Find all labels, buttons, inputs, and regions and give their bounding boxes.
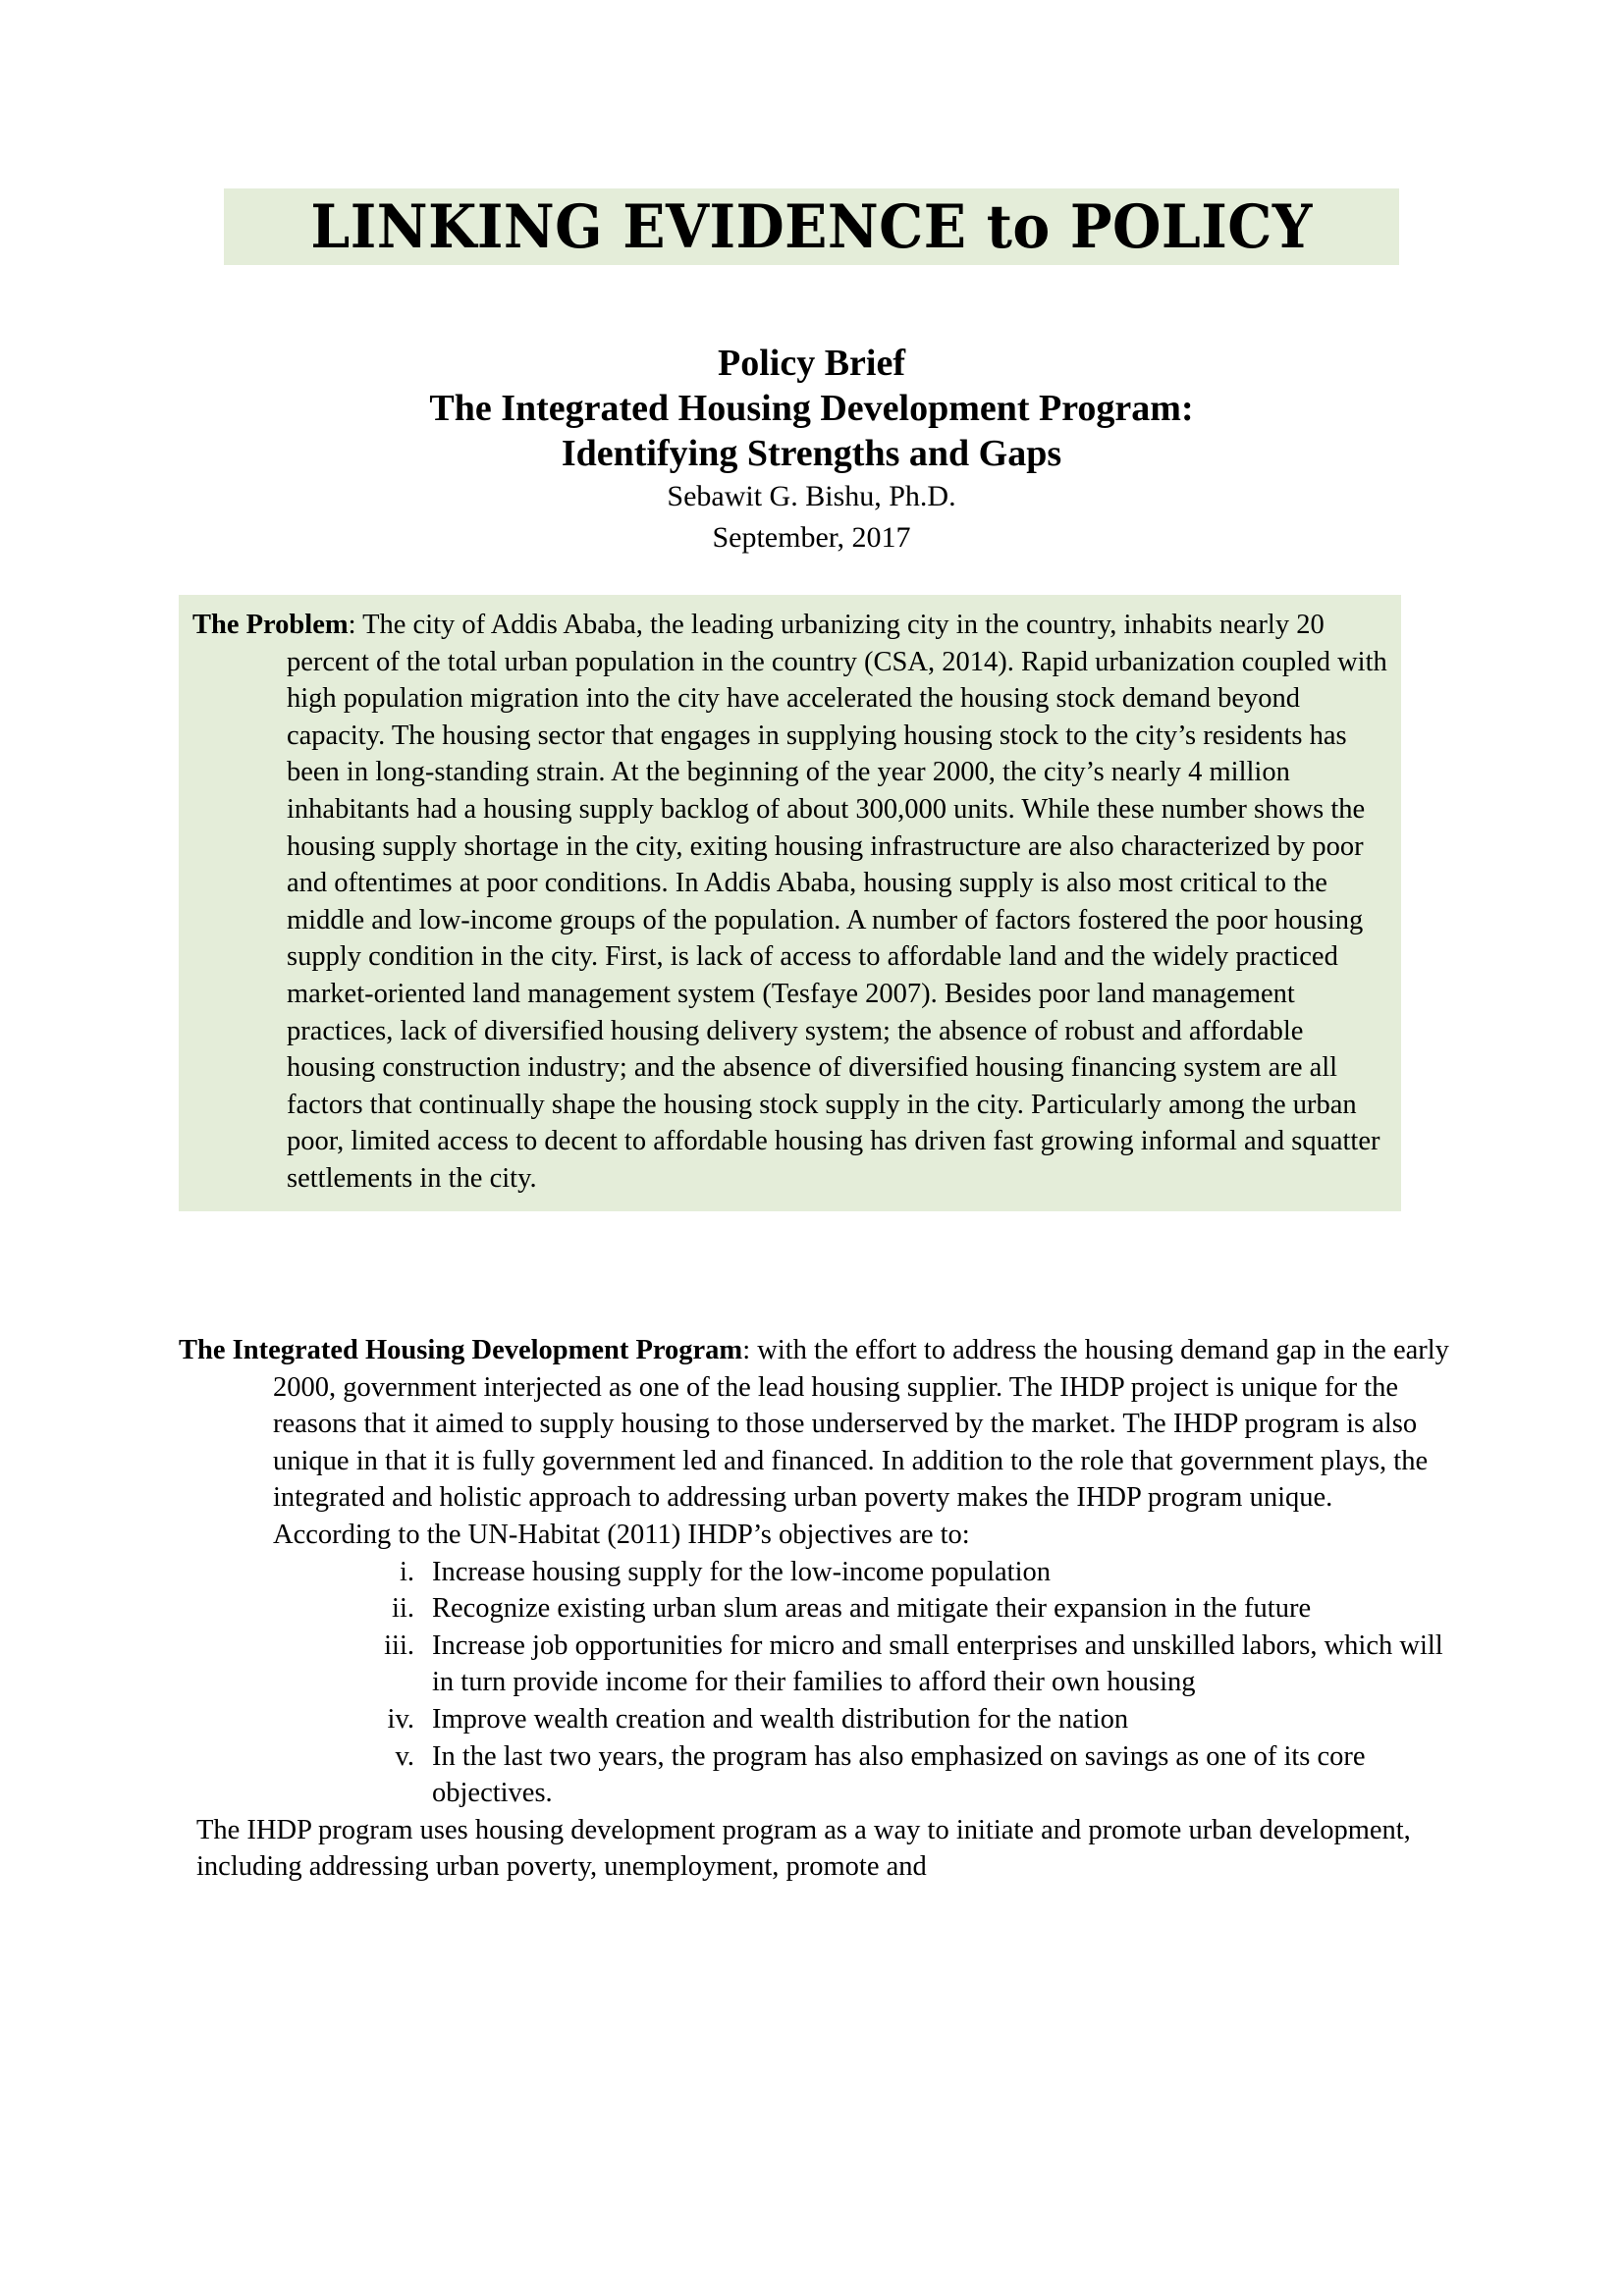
problem-body-text: The city of Addis Ababa, the leading urbanizing city in the country, inhabits nearly 20 percent of the total urban population in the country (CSA, 2014). Rapid urbanization coupled with high population migration into the city have accelerated the housing stock demand beyond capacity. The housing sector that engages in supplying housing stock to the city’s residents has been in long-standing strain. At the beginning of the year 2000, the city’s nearly 4 million inhabitants had a housing supply backlog of about 300,000 units. While these number shows the housing supply shortage in the city, exiting housing infrastructure are also characterized by poor and oftentimes at poor conditions. In Addis Ababa, housing supply is also most critical to the middle and low-income groups of the population. A number of factors fostered the poor housing supply condition in the city. First, is lack of access to affordable land and the widely practiced market-oriented land management system (Tesfaye 2007). Besides poor land management practices, lack of diversified housing delivery system; the absence of robust and affordable housing construction industry; and the absence of diversified housing financing system are all factors that continually shape the housing stock supply in the city. Particularly among the urban poor, limited access to decent to affordable housing has driven fast growing informal and squatter settlements in the city. bbox=[287, 610, 1387, 1194]
ihdp-paragraph bbox=[179, 1332, 1455, 1554]
list-item-numeral: iii. bbox=[384, 1629, 414, 1661]
banner-linking-evidence-to-policy bbox=[224, 188, 1399, 265]
document-author: Sebawit G. Bishu, Ph.D. bbox=[667, 480, 956, 512]
list-item bbox=[179, 1628, 1455, 1701]
list-item bbox=[179, 1701, 1455, 1738]
list-item-text: Increase housing supply for the low-income population bbox=[432, 1556, 1052, 1587]
problem-heading-separator: : bbox=[348, 610, 363, 640]
list-item-text: Improve wealth creation and wealth distribution for the nation bbox=[432, 1703, 1129, 1735]
list-item-numeral: v. bbox=[395, 1740, 414, 1772]
list-item-text: Increase job opportunities for micro and small enterprises and unskilled labors, which will in turn provide income for their families to afford their own housing bbox=[432, 1629, 1443, 1698]
ihdp-body-text: with the effort to address the housing demand gap in the early 2000, government interjected as one of the lead housing supplier. The IHDP project is unique for the reasons that it aimed to supply housing to those underserved by the market. The IHDP program is also unique in that it is fully government led and financed. In addition to the role that government plays, the integrated and holistic approach to addressing urban poverty makes the IHDP program unique. According to the UN-Habitat (2011) IHDP’s objectives are to: bbox=[273, 1335, 1449, 1550]
list-item-text: In the last two years, the program has also emphasized on savings as one of its core objectives. bbox=[432, 1740, 1366, 1809]
list-item bbox=[179, 1554, 1455, 1591]
ihdp-section bbox=[179, 1332, 1455, 1886]
list-item-numeral: ii. bbox=[392, 1593, 414, 1625]
list-item-text: Recognize existing urban slum areas and mitigate their expansion in the future bbox=[432, 1593, 1312, 1625]
list-item bbox=[179, 1590, 1455, 1628]
document-title-line-2: Identifying Strengths and Gaps bbox=[561, 433, 1062, 474]
ihdp-objectives-list bbox=[179, 1554, 1455, 1812]
document-kicker: Policy Brief bbox=[718, 343, 905, 384]
banner-title: LINKING EVIDENCE to POLICY bbox=[310, 191, 1313, 262]
document-date: September, 2017 bbox=[712, 521, 911, 554]
title-block bbox=[224, 342, 1399, 559]
problem-highlight-box bbox=[179, 595, 1401, 1211]
list-item-numeral: iv. bbox=[387, 1703, 414, 1735]
problem-heading: The Problem bbox=[192, 610, 349, 640]
ihdp-closing-paragraph: The IHDP program uses housing development program as a way to initiate and promote urban development, including addressing urban poverty, unemployment, promote and bbox=[196, 1814, 1411, 1883]
list-item bbox=[179, 1738, 1455, 1812]
list-item-numeral: i. bbox=[399, 1556, 414, 1587]
document-title-line-1: The Integrated Housing Development Program: bbox=[429, 388, 1194, 429]
ihdp-heading-separator: : bbox=[742, 1335, 758, 1365]
problem-paragraph bbox=[192, 607, 1387, 1198]
ihdp-heading: The Integrated Housing Development Program bbox=[179, 1335, 743, 1365]
